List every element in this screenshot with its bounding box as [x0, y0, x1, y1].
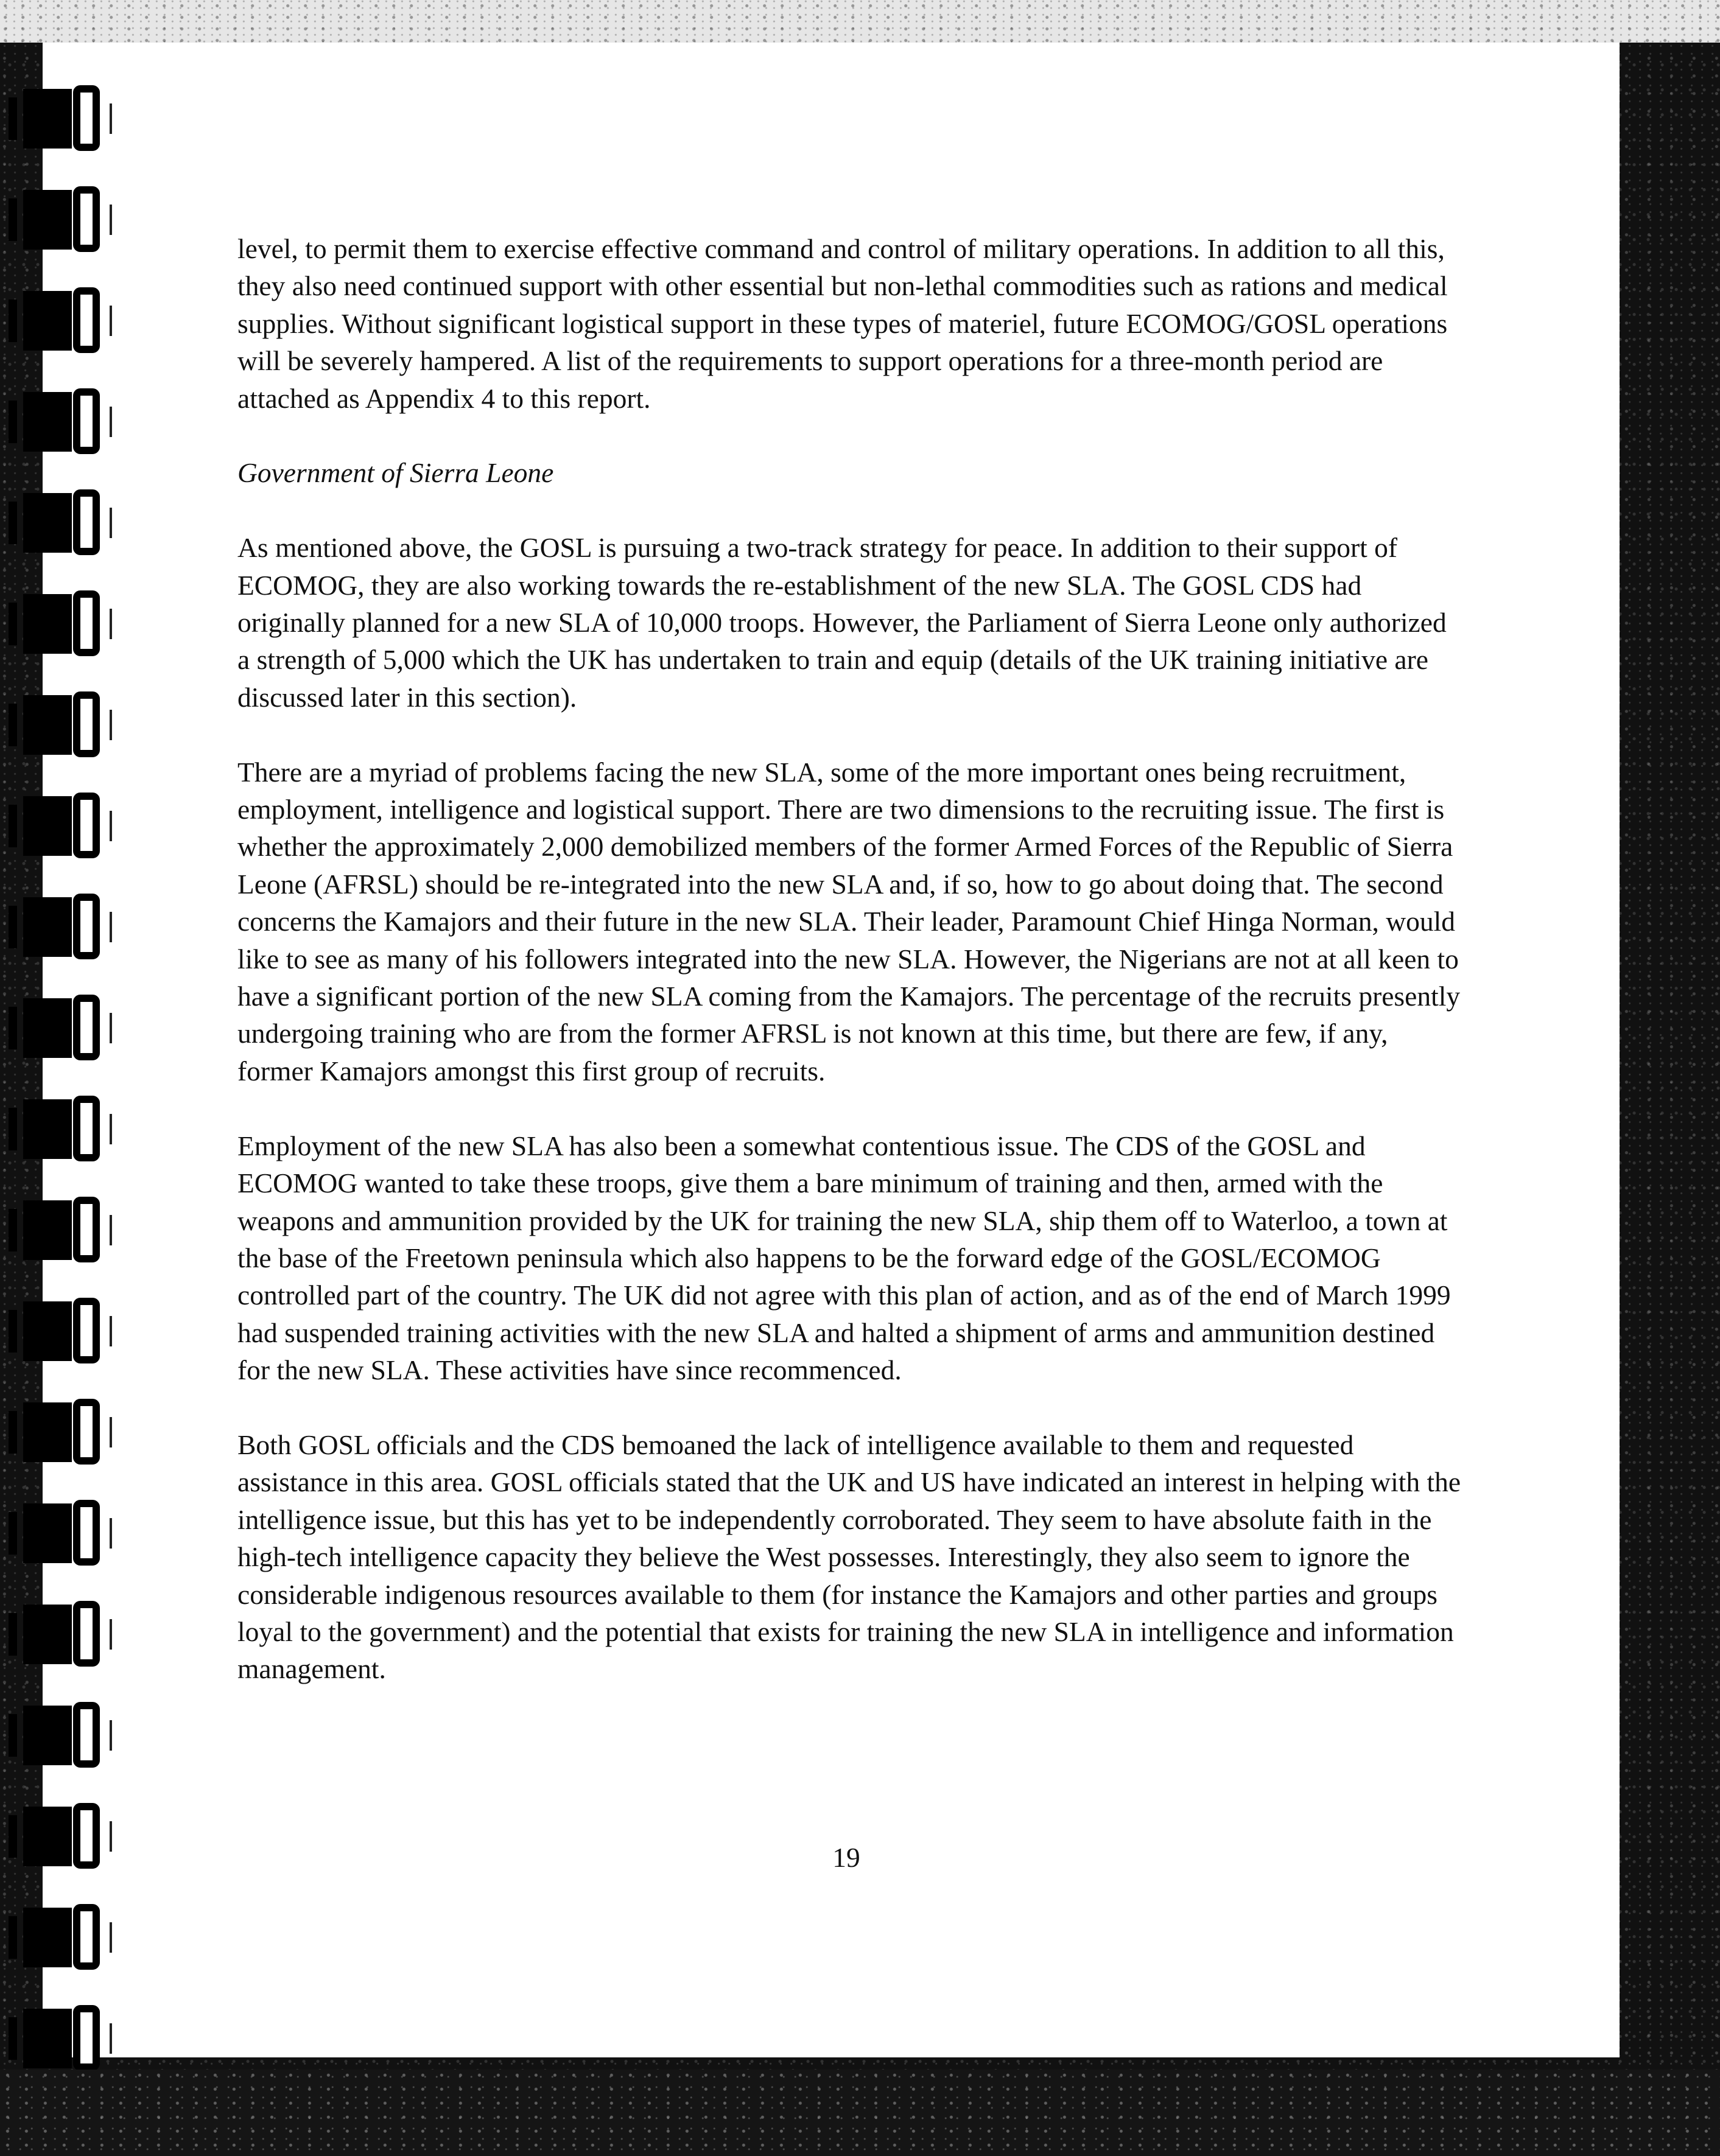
section-heading: Government of Sierra Leone	[237, 457, 554, 489]
binding-coil	[5, 1298, 121, 1365]
binding-coil	[5, 1096, 121, 1163]
spiral-binding	[0, 43, 122, 2112]
binding-coil	[5, 1601, 121, 1668]
binding-coil	[5, 1500, 121, 1567]
paragraph-3: There are a myriad of problems facing the new SLA, some of the more important ones being recruitment, employment, intelligence and logistical support. There are two dimensions to the recruiting issue. The first is whether the approximately 2,000 demobilized members of the former Armed Forces of the Republic of Sierra Leone (AFRSL) should be re-integrated into the new SLA and, if so, how to go about doing that. The second concerns the Kamajors and their future in the new SLA. Their leader, Paramount Chief Hinga Norman, would like to see as many of his followers integrated into the new SLA. However, the Nigerians are not at all keen to have a significant portion of the new SLA coming from the Kamajors. The percentage of the recruits presently undergoing training who are from the former AFRSL is not known at this time, but there are few, if any, former Kamajors amongst this first group of recruits.	[237, 756, 1461, 1087]
binding-coil	[5, 287, 121, 354]
binding-coil	[5, 1197, 121, 1264]
paragraph-2: As mentioned above, the GOSL is pursuing a two-track strategy for peace. In addition to their support of ECOMOG, they are also working towards the re-establishment of the new SLA. The GOSL CDS had originally planned for a new SLA of 10,000 troops. However, the Parliament of Sierra Leone only authorized a strength of 5,000 which the UK has undertaken to train and equip (details of the UK training initiative are discussed later in this section).	[237, 532, 1447, 713]
binding-coil	[5, 1904, 121, 1971]
binding-coil	[5, 186, 121, 253]
binding-coil	[5, 691, 121, 758]
scan-bottom-edge	[0, 2070, 1720, 2156]
paragraph-4: Employment of the new SLA has also been a somewhat contentious issue. The CDS of the GOSL and ECOMOG wanted to take these troops, give them a bare minimum of training and then, armed with the weapons and ammunition provided by the UK for training the new SLA, ship them off to Waterloo, a town at the base of the Freetown peninsula which also happens to be the forward edge of the GOSL/ECOMOG controlled part of the country. The UK did not agree with this plan of action, and as of the end of March 1999 had suspended training activities with the new SLA and halted a shipment of arms and ammunition destined for the new SLA. These activities have since recommenced.	[237, 1130, 1451, 1386]
binding-coil	[5, 590, 121, 657]
scan-top-edge	[0, 0, 1720, 43]
binding-coil	[5, 894, 121, 961]
binding-coil	[5, 1399, 121, 1466]
paragraph-1: level, to permit them to exercise effective command and control of military operations. In addition to all this, they also need continued support with other essential but non-lethal commodities such as rations and medical supplies. Without significant logistical support in these types of materiel, future ECOMOG/GOSL operations will be severely hampered. A list of the requirements to support operations for a three-month period are attached as Appendix 4 to this report.	[237, 233, 1448, 414]
binding-coil	[5, 1702, 121, 1769]
document-body	[237, 230, 1464, 1725]
binding-coil	[5, 85, 121, 152]
binding-coil	[5, 2005, 121, 2072]
binding-coil	[5, 388, 121, 455]
binding-coil	[5, 489, 121, 556]
binding-coil	[5, 1803, 121, 1870]
binding-coil	[5, 793, 121, 859]
binding-coil	[5, 995, 121, 1062]
paragraph-5: Both GOSL officials and the CDS bemoaned the lack of intelligence available to them and requested assistance in this area. GOSL officials stated that the UK and US have indicated an interest in helping with the intelligence issue, but this has yet to be independently corroborated. They seem to have absolute faith in the high-tech intelligence capacity they believe the West possesses. Interestingly, they also seem to ignore the considerable indigenous resources available to them (for instance the Kamajors and other parties and groups loyal to the government) and the potential that exists for training the new SLA in intelligence and information management.	[237, 1429, 1461, 1685]
page-number: 19	[832, 1842, 860, 1873]
